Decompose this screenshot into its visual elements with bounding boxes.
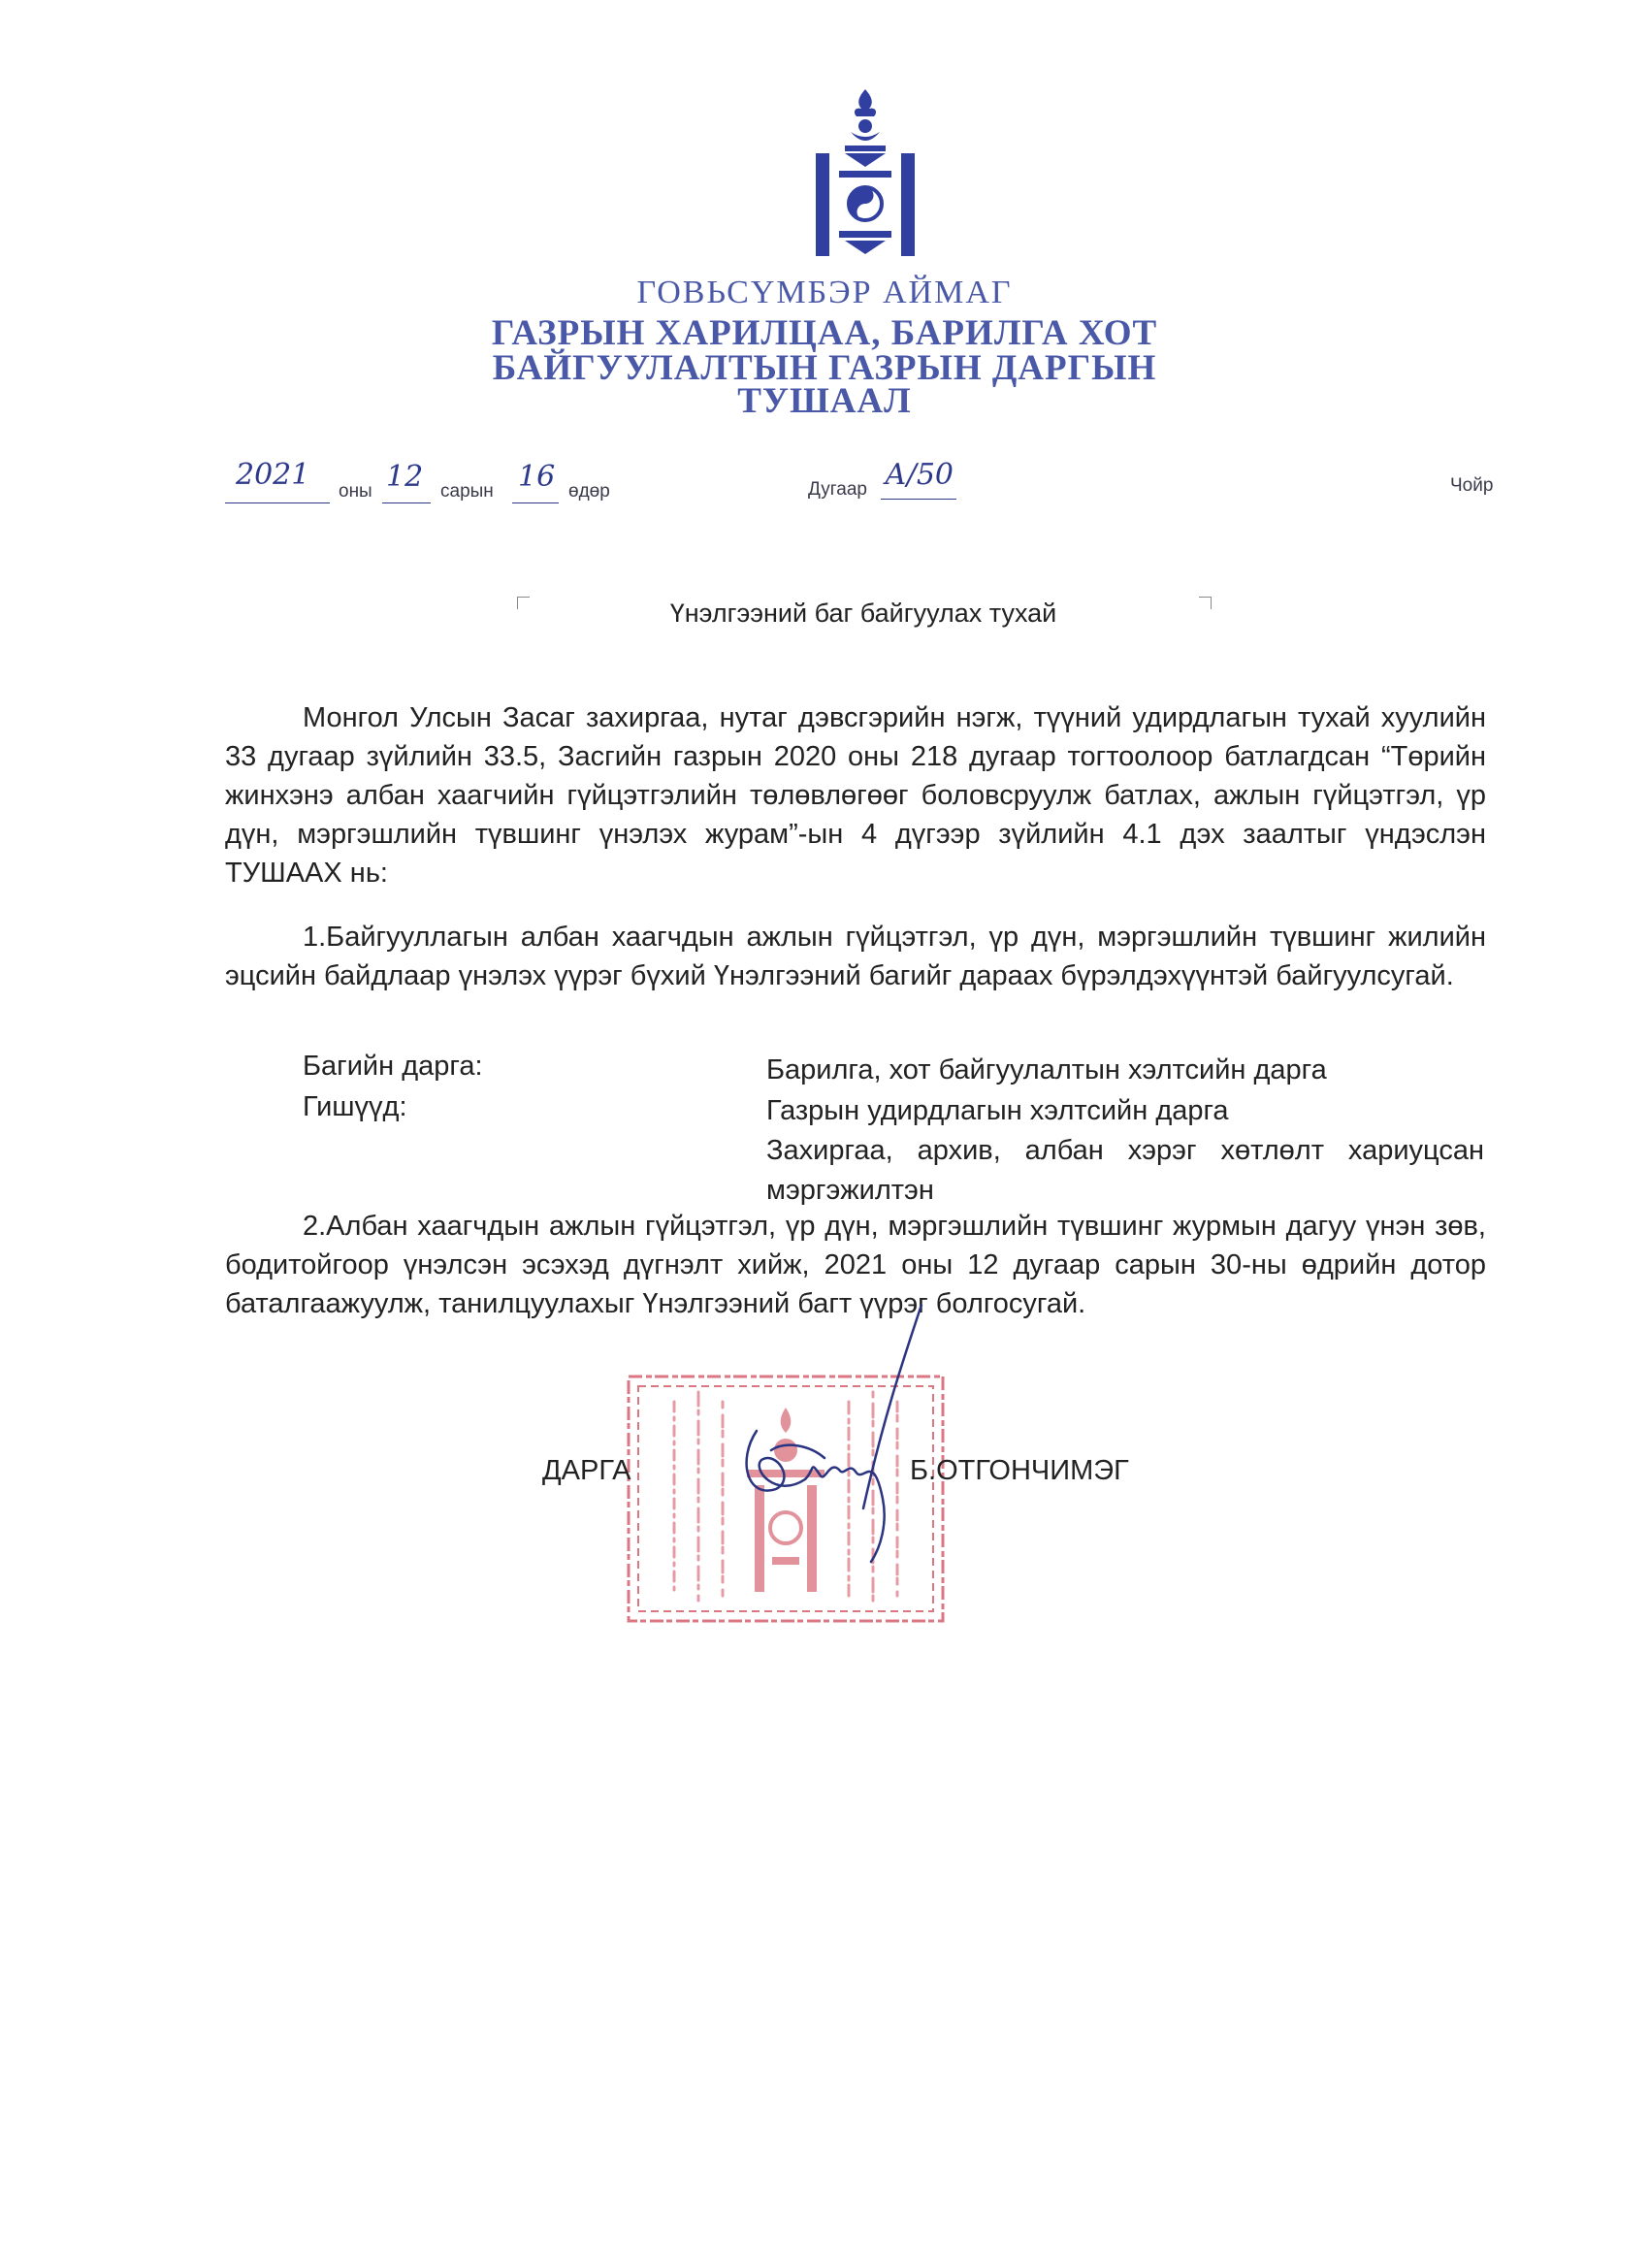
- year-suffix: оны: [339, 481, 372, 502]
- organization-line-2: БАЙГУУЛАЛТЫН ГАЗРЫН ДАРГЫН: [492, 348, 1157, 388]
- year-underline: [225, 502, 330, 503]
- number-underline: [881, 499, 956, 500]
- team-member-1: Газрын удирдлагын хэлтсийн дарга: [766, 1095, 1229, 1126]
- month-suffix: сарын: [440, 481, 494, 502]
- document-title: Үнэлгээний баг байгуулах тухай: [669, 599, 1057, 628]
- team-member-2: Захиргаа, архив, албан хэрэг хөтлөлт хариуцсан мэргэжилтэн: [766, 1135, 1484, 1206]
- signatory-name: Б.ОТГОНЧИМЭГ: [910, 1455, 1129, 1486]
- day-suffix: өдөр: [568, 481, 610, 502]
- date-day: 16: [518, 460, 556, 494]
- place-name: Чойр: [1450, 475, 1494, 496]
- month-underline: [382, 502, 431, 503]
- team-members-label: Гишүүд:: [303, 1091, 407, 1122]
- date-month: 12: [386, 460, 424, 494]
- number-label: Дугаар: [808, 479, 867, 500]
- soyombo-emblem-icon: [816, 89, 915, 256]
- organization-line-1: ГАЗРЫН ХАРИЛЦАА, БАРИЛГА ХОТ: [491, 313, 1158, 353]
- order-item-1: 1.Байгууллагын албан хаагчдын ажлын гүйцэтгэл, үр дүн, мэргэшлийн түвшинг жилийн эцсийн байдлаар үнэлэх үүрэг бүхий Үнэлгээний багийг дараах бүрэлдэхүүнтэй байгуулсугай.: [225, 922, 1486, 991]
- team-chair-value: Барилга, хот байгуулалтын хэлтсийн дарга: [766, 1054, 1327, 1085]
- date-year: 2021: [236, 458, 310, 492]
- day-underline: [512, 502, 559, 503]
- signatory-role: ДАРГА: [542, 1455, 631, 1486]
- aimag-name: ГОВЬСҮМБЭР АЙМАГ: [636, 275, 1013, 310]
- document-number: А/50: [885, 458, 954, 492]
- handwritten-signature-icon: [718, 1305, 951, 1576]
- document-type: ТУШААЛ: [737, 381, 912, 421]
- order-item-2: 2.Албан хаагчдын ажлын гүйцэтгэл, үр дүн, мэргэшлийн түвшинг журмын дагуу үнэн зөв, бодитойгоор үнэлсэн эсэхэд дүгнэлт хийж, 2021 оны 12 дугаар сарын 30-ны өдрийн дотор баталгаажуулж, танилцуулахыг Үнэлгээний багт үүрэг болгосугай.: [225, 1211, 1486, 1319]
- intro-paragraph: Монгол Улсын Засаг захиргаа, нутаг дэвсгэрийн нэгж, түүний удирдлагын тухай хуулийн 33 дугаар зүйлийн 33.5, Засгийн газрын 2020 оны 218 дугаар тогтоолоор батлагдсан “Төрийн жинхэнэ албан хаагчийн гүйцэтгэлийн төлөвлөгөөг боловсруулж батлах, ажлын гүйцэтгэл, үр дүн, мэргэшлийн түвшинг үнэлэх журам”-ын 4 дүгээр зүйлийн 4.1 дэх заалтыг үндэслэн ТУШААХ нь:: [225, 702, 1486, 889]
- team-chair-label: Багийн дарга:: [303, 1051, 483, 1082]
